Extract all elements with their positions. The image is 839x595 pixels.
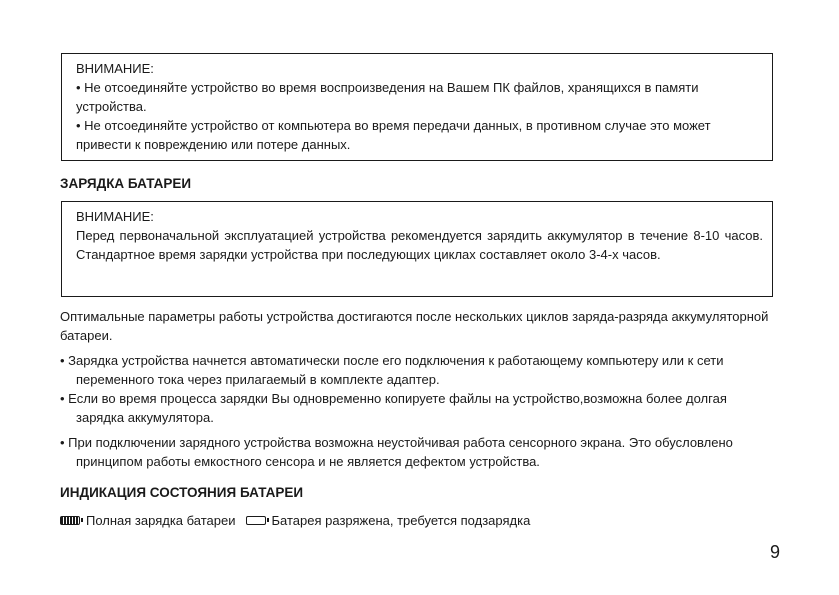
warning-item-2: • Не отсоединяйте устройство от компьютера во время передачи данных, в противном случае это может привести к повреждению или потере данных. xyxy=(76,118,711,152)
bullet-item: • Если во время процесса зарядки Вы одновременно копируете файлы на устройство,возможна более долгая зарядка аккумулятора. xyxy=(60,391,727,425)
page-number: 9 xyxy=(770,542,781,562)
indication-heading: ИНДИКАЦИЯ СОСТОЯНИЯ БАТАРЕИ xyxy=(60,485,304,500)
warning-text: Перед первоначальной эксплуатацией устройства рекомендуется зарядить аккумулятор в течение 8-10 часов. Стандартное время зарядки устройства при последующих циклах составляет около 3-4-х часов. xyxy=(76,228,763,262)
warning-box-2 xyxy=(61,201,773,297)
battery-full-label: Полная зарядка батареи xyxy=(86,513,236,528)
battery-legend xyxy=(60,511,530,530)
charging-heading: ЗАРЯДКА БАТАРЕИ xyxy=(60,176,192,191)
warning-box-1 xyxy=(61,53,773,161)
charging-paragraph: Оптимальные параметры работы устройства достигаются после нескольких циклов заряда-разряда аккумуляторной батареи. xyxy=(60,309,769,343)
bullet-item: • При подключении зарядного устройства возможна неустойчивая работа сенсорного экрана. Это обусловлено принципом работы емкостного сенсора и не является дефектом устройства. xyxy=(60,435,733,469)
warning-title: ВНИМАНИЕ: xyxy=(76,61,154,76)
warning-item-1: • Не отсоединяйте устройство во время воспроизведения на Вашем ПК файлов, хранящихся в памяти устройства. xyxy=(76,80,699,114)
battery-empty-label: Батарея разряжена, требуется подзарядка xyxy=(271,513,531,528)
battery-full-icon xyxy=(60,516,80,525)
warning-title: ВНИМАНИЕ: xyxy=(76,209,154,224)
battery-empty-icon xyxy=(246,516,266,525)
bullet-item: • Зарядка устройства начнется автоматически после его подключения к работающему компьютеру или к сети переменного тока через прилагаемый в комплекте адаптер. xyxy=(60,353,724,387)
